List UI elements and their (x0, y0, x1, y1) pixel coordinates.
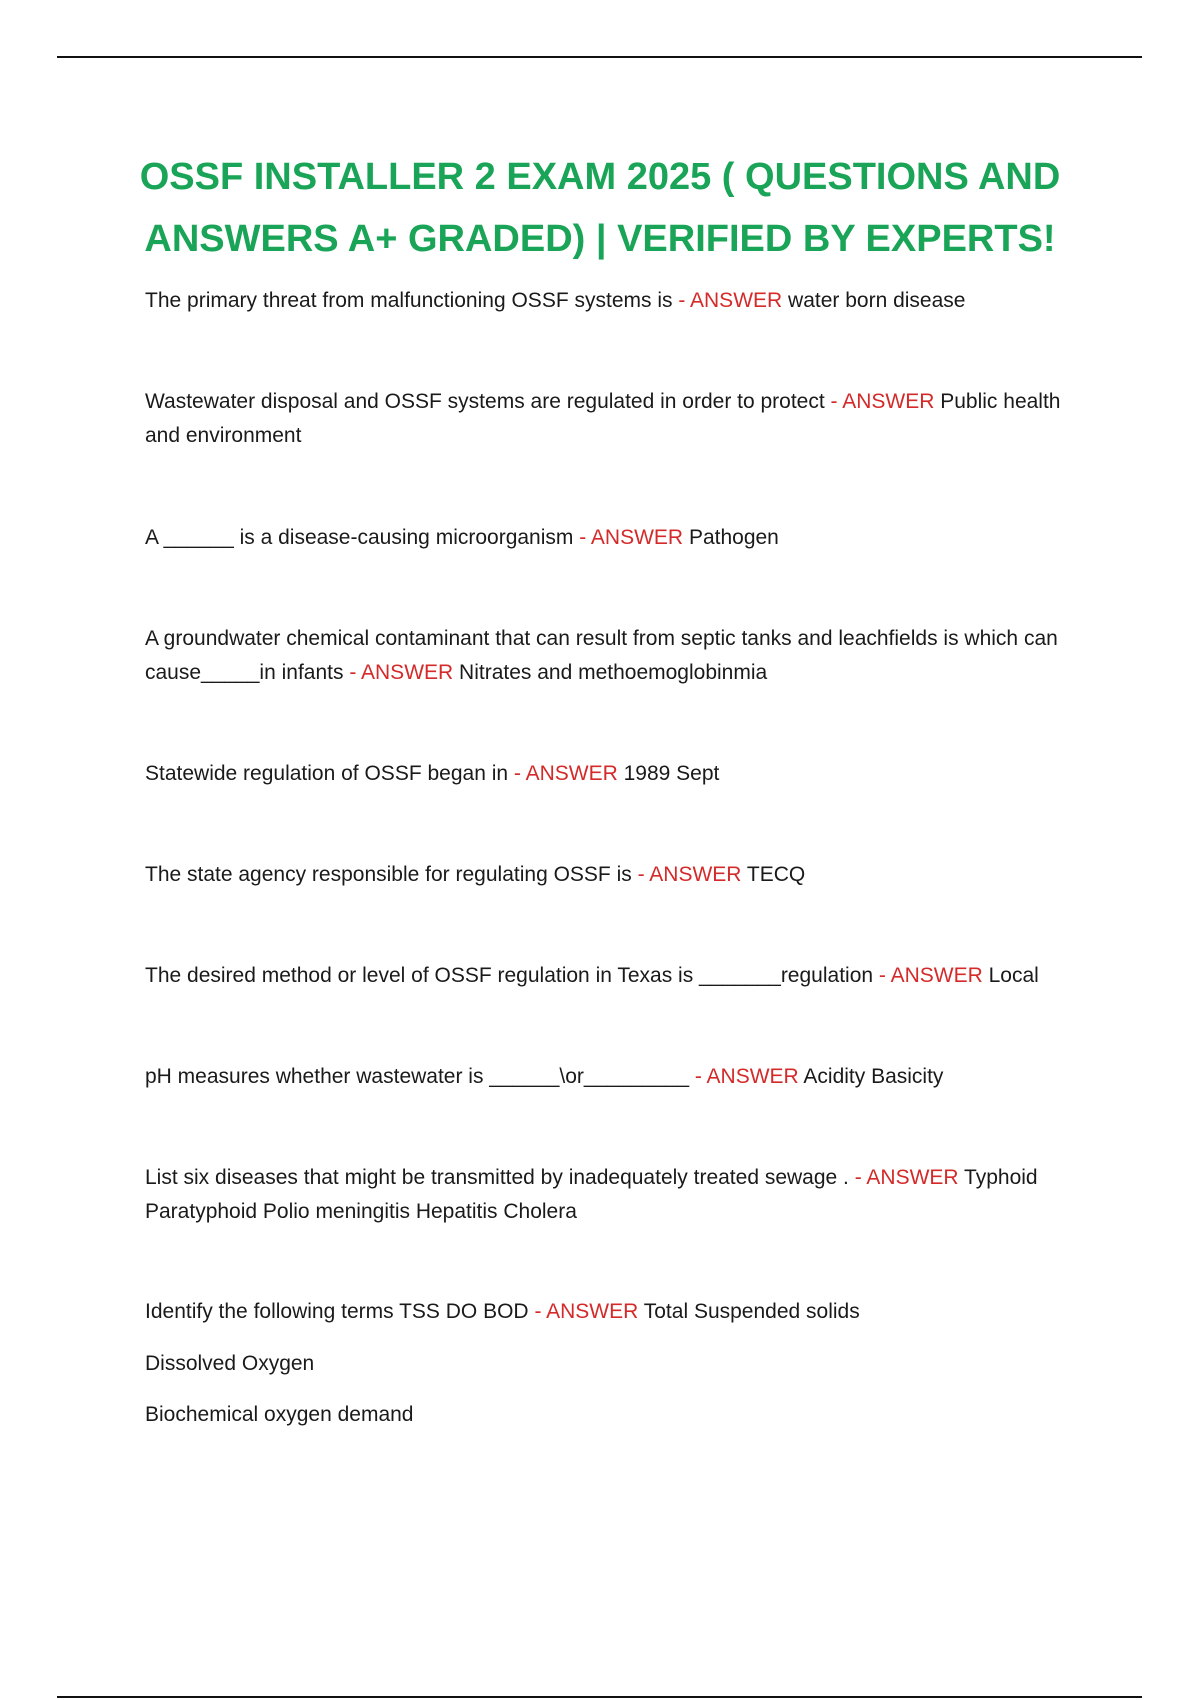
qa-item-8 (145, 1060, 1075, 1094)
document-title: OSSF INSTALLER 2 EXAM 2025 ( QUESTIONS AND ANSWERS A+ GRADED) | VERIFIED BY EXPERTS! (139, 156, 1061, 260)
answer-text: water born disease (788, 289, 966, 312)
question-text: The desired method or level of OSSF regulation in Texas is _______regulation (145, 964, 874, 987)
bottom-rule (57, 1696, 1142, 1698)
answer-text: 1989 Sept (623, 762, 720, 785)
answer-text: Pathogen (688, 526, 779, 549)
answer-label: - ANSWER (637, 863, 742, 886)
question-text: A groundwater chemical contaminant that can result from septic tanks and leachfields is which can cause_____in infants (145, 627, 1058, 684)
answer-label: - ANSWER (878, 964, 983, 987)
question-text: Wastewater disposal and OSSF systems are regulated in order to protect (145, 390, 825, 413)
qa-item-9 (145, 1161, 1075, 1229)
question-text: List six diseases that might be transmitted by inadequately treated sewage . (145, 1166, 849, 1189)
qa-item-7 (145, 959, 1075, 993)
question-text: pH measures whether wastewater is ______\or_________ (145, 1065, 690, 1088)
qa-item-4 (145, 622, 1075, 690)
answer-label: - ANSWER (678, 289, 783, 312)
qa-item-5 (145, 757, 1075, 791)
answer-label: - ANSWER (579, 526, 684, 549)
question-text: A ______ is a disease-causing microorganism (145, 526, 574, 549)
answer-label: - ANSWER (349, 661, 454, 684)
qa-item-3 (145, 521, 1075, 555)
answer-text: TECQ (746, 863, 806, 886)
qa-item-2 (145, 385, 1075, 453)
answer-label: - ANSWER (830, 390, 935, 413)
qa-item-1 (145, 284, 1075, 318)
question-text: The primary threat from malfunctioning OSSF systems is (145, 289, 673, 312)
answer-label: - ANSWER (694, 1065, 799, 1088)
answer-label: - ANSWER (854, 1166, 959, 1189)
answer-text: Acidity Basicity (803, 1065, 944, 1088)
qa-item-10 (145, 1295, 1075, 1329)
question-text: Statewide regulation of OSSF began in (145, 762, 509, 785)
question-text: The state agency responsible for regulating OSSF is (145, 863, 632, 886)
answer-continuation-line: Dissolved Oxygen (145, 1352, 315, 1375)
question-text: Identify the following terms TSS DO BOD (145, 1300, 529, 1323)
answer-text: Public health and environment (145, 390, 1061, 447)
answer-text: Typhoid Paratyphoid Polio meningitis Hepatitis Cholera (145, 1166, 1038, 1223)
answer-continuation-line: Biochemical oxygen demand (145, 1403, 414, 1426)
answer-label: - ANSWER (534, 1300, 639, 1323)
qa-item-6 (145, 858, 1075, 892)
top-rule (57, 56, 1142, 58)
answer-text: Total Suspended solids (643, 1300, 860, 1323)
answer-label: - ANSWER (513, 762, 618, 785)
answer-text: Nitrates and methoemoglobinmia (459, 661, 768, 684)
answer-text: Local (988, 964, 1039, 987)
